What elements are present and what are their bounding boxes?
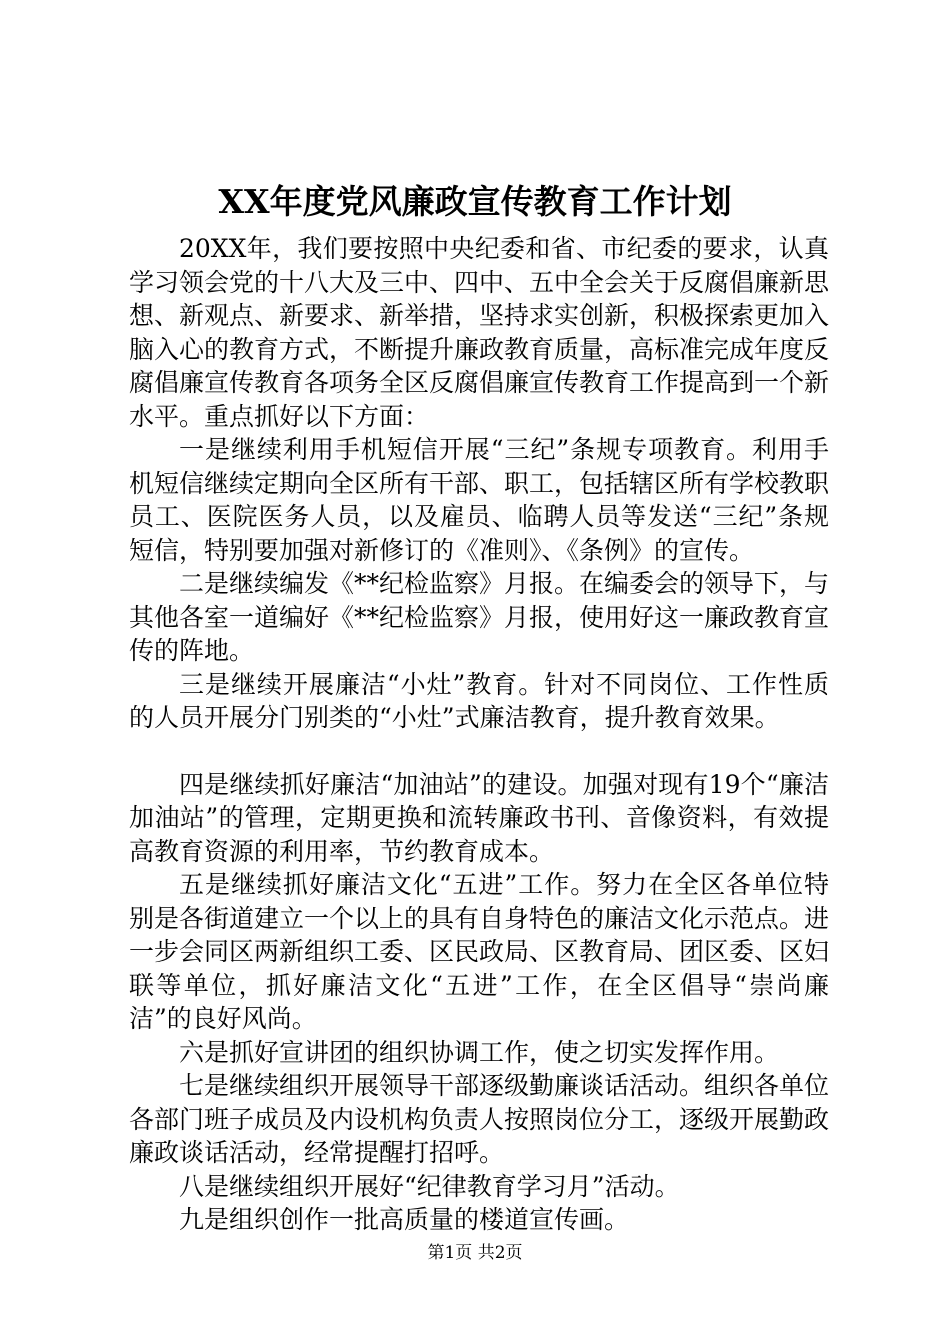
page-number-footer: 第1页 共2页 (427, 1243, 523, 1263)
paragraph-item-4: 四是继续抓好廉洁“加油站”的建设。加强对现有19个“廉洁加油站”的管理，定期更换和流转廉政书刊、音像资料，有效提高教育资源的利用率，节约教育成本。 (129, 769, 829, 866)
paragraph-intro: 20XX年，我们要按照中央纪委和省、市纪委的要求，认真学习领会党的十八大及三中、四中、五中全会关于反腐倡廉新思想、新观点、新要求、新举措，坚持求实创新，积极探索更加入脑入心的教育方式，不断提升廉政教育质量，高标准完成年度反腐倡廉宣传教育各项务全区反腐倡廉宣传教育工作提高到一个新水平。重点抓好以下方面： (129, 234, 830, 431)
paragraph-item-8: 八是继续组织开展好“纪律教育学习月”活动。 (179, 1171, 680, 1201)
document-body (129, 232, 829, 1237)
paragraph-item-1: 一是继续利用手机短信开展“三纪”条规专项教育。利用手机短信继续定期向全区所有干部、职工，包括辖区所有学校教职员工、医院医务人员，以及雇员、临聘人员等发送“三纪”条规短信，特别要加强对新修订的《准则》、《条例》的宣传。 (129, 435, 830, 565)
paragraph-item-5: 五是继续抓好廉洁文化“五进”工作。努力在全区各单位特别是各街道建立一个以上的具有自身特色的廉洁文化示范点。进一步会同区两新组织工委、区民政局、区教育局、团区委、区妇联等单位，抓好廉洁文化“五进”工作，在全区倡导“崇尚廉洁”的良好风尚。 (129, 870, 830, 1033)
paragraph-item-3: 三是继续开展廉洁“小灶”教育。针对不同岗位、工作性质的人员开展分门别类的“小灶”式廉洁教育，提升教育效果。 (129, 669, 829, 732)
document-title: XX年度党风廉政宣传教育工作计划 (218, 182, 732, 221)
paragraph-item-7: 七是继续组织开展领导干部逐级勤廉谈话活动。组织各单位各部门班子成员及内设机构负责人按照岗位分工，逐级开展勤政廉政谈话活动，经常提醒打招呼。 (129, 1071, 830, 1167)
paragraph-item-9: 九是组织创作一批高质量的楼道宣传画。 (179, 1205, 630, 1234)
paragraph-item-6: 六是抓好宣讲团的组织协调工作，使之切实发挥作用。 (179, 1037, 780, 1067)
paragraph-item-2: 二是继续编发《**纪检监察》月报。在编委会的领导下，与其他各室一道编好《**纪检监察》月报，使用好这一廉政教育宣传的阵地。 (129, 569, 830, 665)
